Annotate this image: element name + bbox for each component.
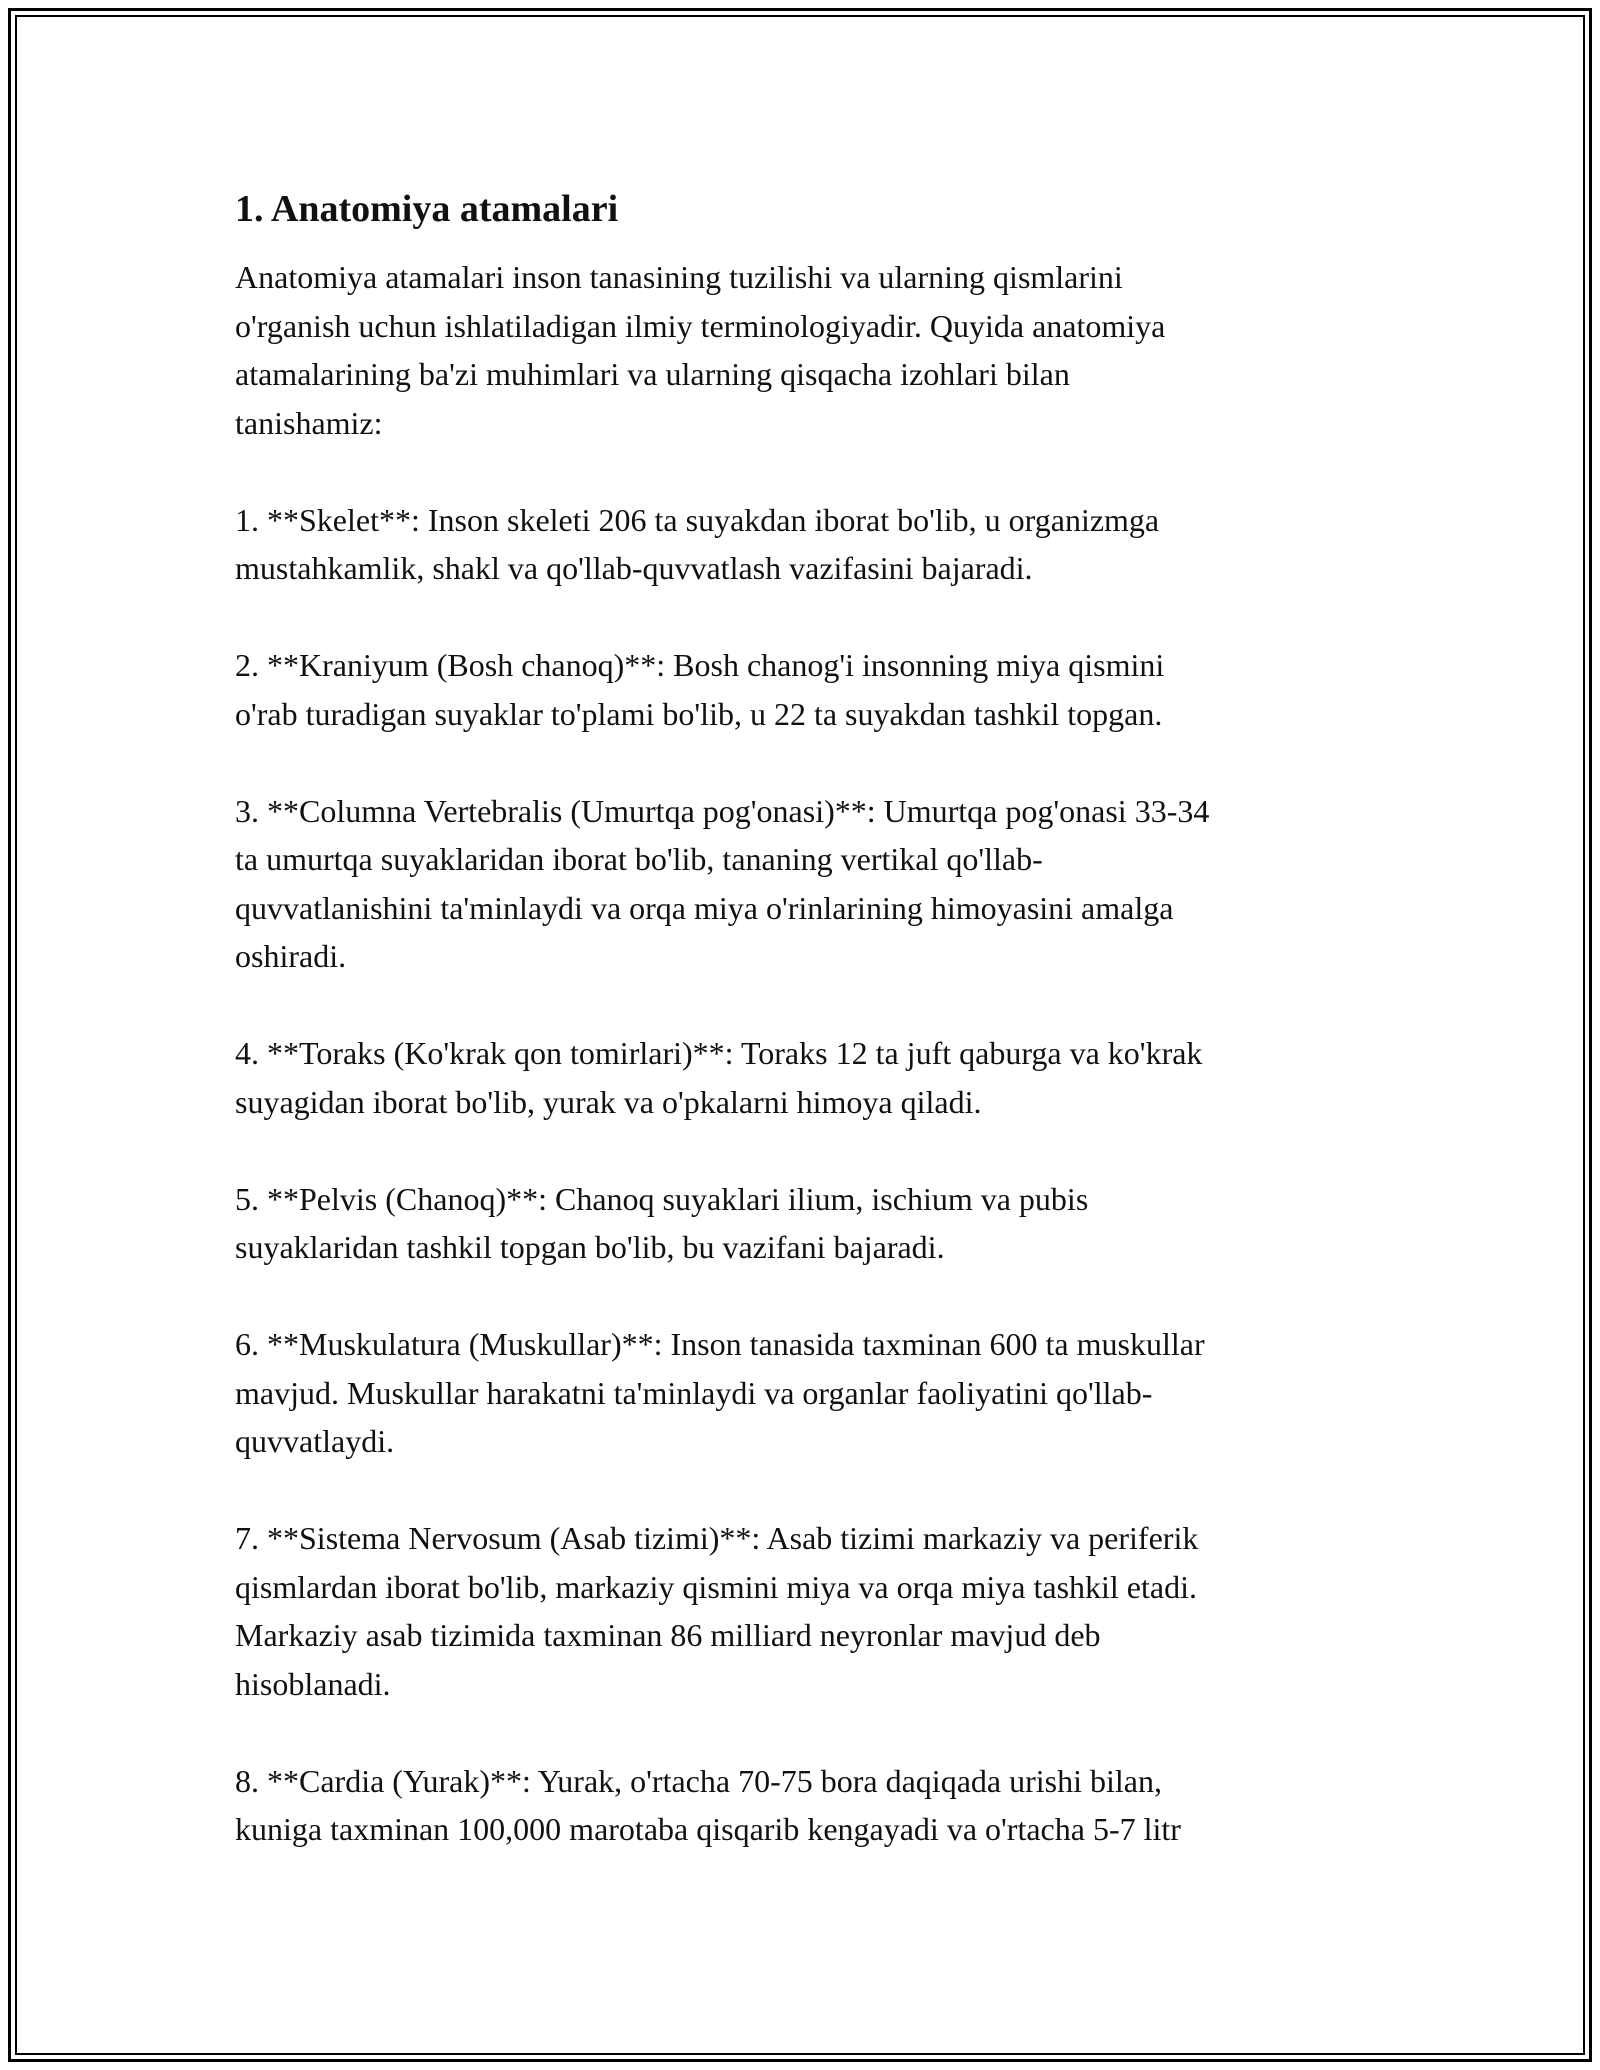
list-item-skelet — [235, 496, 1370, 593]
text-line: tanishamiz: — [235, 404, 383, 441]
text-line: ta umurtqa suyaklaridan iborat bo'lib, tananing vertikal qo'llab- — [235, 841, 1043, 877]
text-line: hisoblanadi. — [235, 1665, 391, 1702]
text-line: oshiradi. — [235, 938, 347, 974]
list-item-muskulatura — [235, 1320, 1370, 1466]
text-line: o'rganish uchun ishlatiladigan ilmiy terminologiyadir. Quyida anatomiya — [235, 307, 1166, 344]
text-line: Anatomiya atamalari inson tanasining tuzilishi va ularning qismlarini — [235, 259, 1123, 295]
section-heading: 1. Anatomiya atamalari — [235, 188, 619, 230]
text-line: 6. **Muskulatura (Muskullar)**: Inson tanasida taxminan 600 ta muskullar — [235, 1326, 1205, 1362]
list-item-toraks — [235, 1029, 1370, 1126]
text-line: 1. **Skelet**: Inson skeleti 206 ta suyakdan iborat bo'lib, u organizmga — [235, 501, 1160, 538]
document-page — [235, 185, 1370, 1902]
text-line: o'rab turadigan suyaklar to'plami bo'lib, u 22 ta suyakdan tashkil topgan. — [235, 695, 1163, 732]
list-item-pelvis — [235, 1175, 1370, 1272]
list-item-kraniyum — [235, 641, 1370, 738]
text-line: quvvatlaydi. — [235, 1423, 395, 1459]
text-line: 5. **Pelvis (Chanoq)**: Chanoq suyaklari ilium, ischium va pubis — [235, 1180, 1089, 1217]
text-line: qismlardan iborat bo'lib, markaziy qismini miya va orqa miya tashkil etadi. — [235, 1568, 1197, 1605]
text-line: 4. **Toraks (Ko'krak qon tomirlari)**: Toraks 12 ta juft qaburga va ko'krak — [235, 1035, 1203, 1071]
text-line: mavjud. Muskullar harakatni ta'minlaydi va organlar faoliyatini qo'llab- — [235, 1374, 1153, 1411]
text-line: kuniga taxminan 100,000 marotaba qisqarib kengayadi va o'rtacha 5-7 litr — [235, 1811, 1181, 1847]
text-line: 2. **Kraniyum (Bosh chanoq)**: Bosh chanog'i insonning miya qismini — [235, 647, 1165, 683]
text-line: atamalarining ba'zi muhimlari va ularning qisqacha izohlari bilan — [235, 356, 1070, 392]
text-line: suyagidan iborat bo'lib, yurak va o'pkalarni himoya qiladi. — [235, 1083, 982, 1120]
text-line: 3. **Columna Vertebralis (Umurtqa pog'onasi)**: Umurtqa pog'onasi 33-34 — [235, 792, 1210, 829]
text-line: 7. **Sistema Nervosum (Asab tizimi)**: Asab tizimi markaziy va periferik — [235, 1520, 1199, 1556]
text-line: 8. **Cardia (Yurak)**: Yurak, o'rtacha 70-75 bora daqiqada urishi bilan, — [235, 1762, 1162, 1799]
intro-paragraph — [235, 253, 1370, 447]
list-item-sistema-nervosum — [235, 1514, 1370, 1708]
text-line: Markaziy asab tizimida taxminan 86 milliard neyronlar mavjud deb — [235, 1617, 1101, 1653]
text-line: suyaklaridan tashkil topgan bo'lib, bu vazifani bajaradi. — [235, 1229, 945, 1265]
list-item-cardia — [235, 1757, 1370, 1854]
text-line: quvvatlanishini ta'minlaydi va orqa miya o'rinlarining himoyasini amalga — [235, 889, 1174, 926]
list-item-columna-vertebralis — [235, 787, 1370, 981]
text-line: mustahkamlik, shakl va qo'llab-quvvatlash vazifasini bajaradi. — [235, 550, 1033, 586]
